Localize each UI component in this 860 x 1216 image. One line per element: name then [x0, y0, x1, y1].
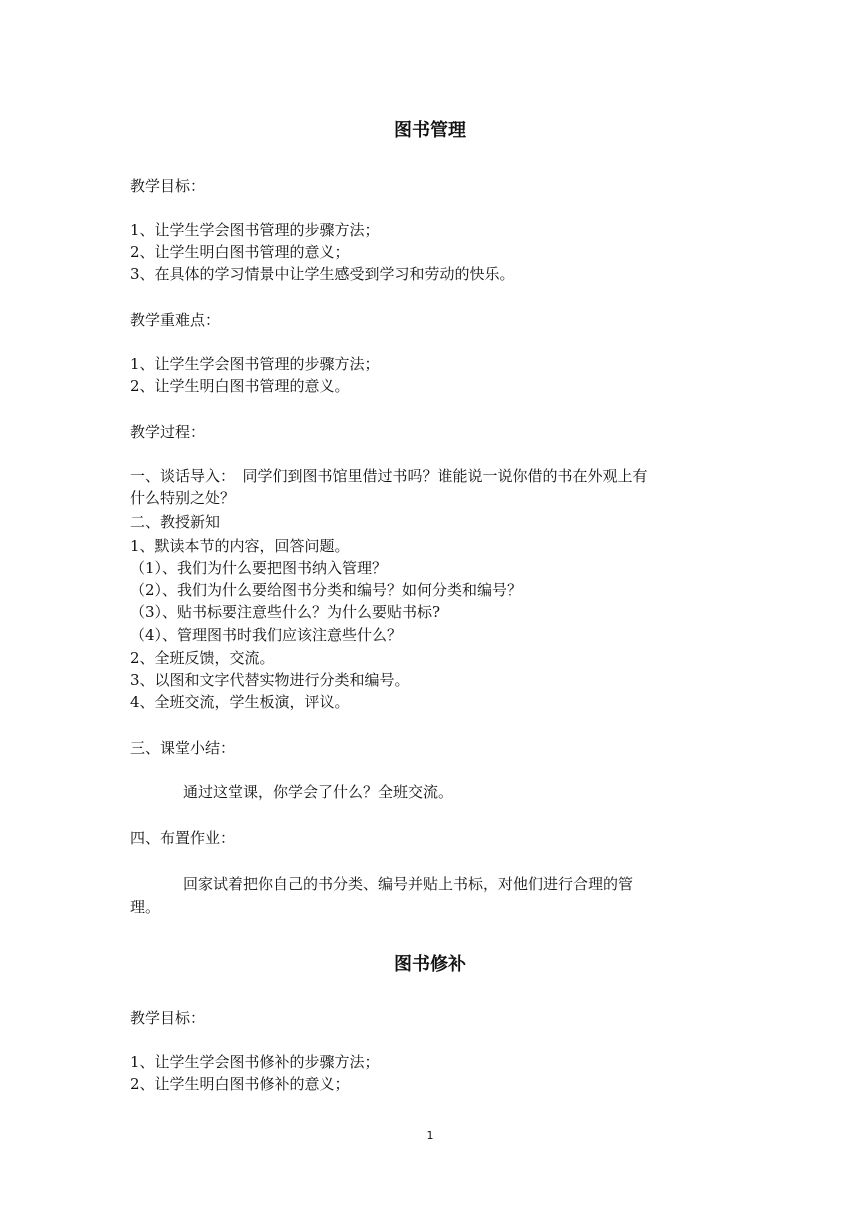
homework-text: 回家试着把你自己的书分类、编号并贴上书标，对他们进行合理的管: [183, 875, 634, 893]
homework-text: 理。: [130, 898, 161, 916]
teach-item: 4、全班交流，学生板演，评议。: [130, 693, 350, 711]
process-heading: 教学过程：: [130, 423, 206, 441]
teach-item: 2、全班反馈，交流。: [130, 649, 275, 667]
intro-text: 什么特别之处？: [130, 489, 236, 507]
teach-item: （2）、我们为什么要给图书分类和编号？如何分类和编号？: [130, 581, 523, 599]
section-title-book-management: 图书管理: [394, 120, 466, 141]
teach-item: 1、默读本节的内容，回答问题。: [130, 537, 350, 555]
teach-item: （3）、贴书标要注意些什么？为什么要贴书标?: [130, 603, 441, 621]
goal-heading: 教学目标：: [130, 177, 206, 195]
teach-item: （4）、管理图书时我们应该注意些什么？: [130, 626, 403, 644]
teach-heading: 二、教授新知: [130, 513, 221, 531]
goal-item: 2、让学生明白图书修补的意义；: [130, 1075, 350, 1093]
summary-text: 通过这堂课，你学会了什么？全班交流。: [183, 783, 454, 801]
homework-heading: 四、布置作业：: [130, 829, 236, 847]
teach-item: 3、以图和文字代替实物进行分类和编号。: [130, 671, 410, 689]
key-point-item: 2、让学生明白图书管理的意义。: [130, 377, 350, 395]
goal-heading: 教学目标：: [130, 1009, 206, 1027]
key-points-heading: 教学重难点：: [130, 311, 221, 329]
page-number: 1: [426, 1129, 434, 1142]
teach-item: （1）、我们为什么要把图书纳入管理？: [130, 559, 388, 577]
summary-heading: 三、课堂小结：: [130, 739, 236, 757]
key-point-item: 1、让学生学会图书管理的步骤方法；: [130, 355, 380, 373]
goal-item: 1、让学生学会图书管理的步骤方法；: [130, 221, 380, 239]
intro-text: 一、谈话导入： 同学们到图书馆里借过书吗？谁能说一说你借的书在外观上有: [130, 467, 648, 485]
goal-item: 1、让学生学会图书修补的步骤方法；: [130, 1053, 380, 1071]
goal-item: 3、在具体的学习情景中让学生感受到学习和劳动的快乐。: [130, 265, 515, 283]
goal-item: 2、让学生明白图书管理的意义；: [130, 243, 350, 261]
section-title-book-repair: 图书修补: [394, 954, 466, 975]
